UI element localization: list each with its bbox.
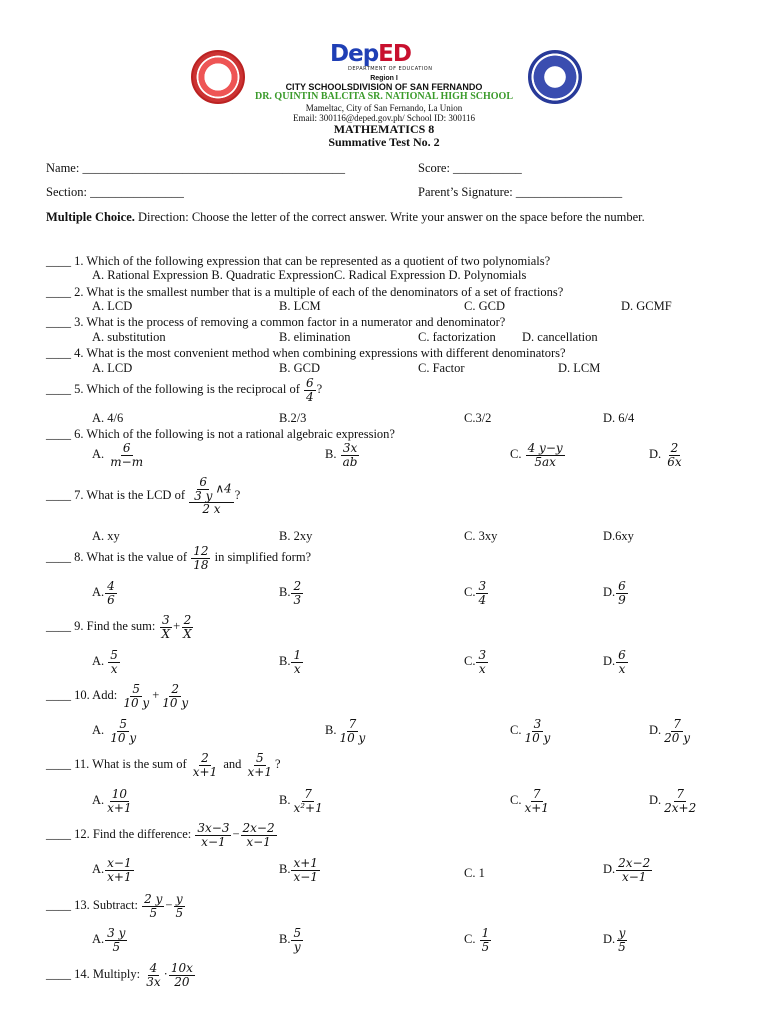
option-d: D. $\frac{6}{9}$ bbox=[603, 579, 626, 607]
option-d: D. LCM bbox=[558, 361, 601, 375]
option-d: D. GCMF bbox=[621, 299, 672, 313]
option-d: D. $\frac{7}{2x+2}$ bbox=[649, 787, 697, 815]
directions-text: Direction: Choose the letter of the correct answer. Write your answer on the space before the number. bbox=[134, 210, 645, 224]
option-d: D. cancellation bbox=[522, 330, 598, 344]
option-d: D. $\frac{y}{5}$ bbox=[603, 926, 626, 954]
option-a: A. LCD bbox=[92, 299, 133, 313]
answer-blank[interactable]: ____ bbox=[46, 487, 71, 502]
option-a: A. 4/6 bbox=[92, 411, 124, 425]
question-text: 7. What is the LCD of bbox=[74, 487, 185, 502]
question-8: ____ 8. What is the value of $\frac{12}{18}$ in simplified form? bbox=[46, 544, 312, 572]
option-a: A. substitution bbox=[92, 330, 166, 344]
option-c: C. $\frac{3}{x}$ bbox=[464, 648, 487, 676]
answer-blank[interactable]: ____ bbox=[46, 687, 71, 702]
option-c: C. $\frac{1}{5}$ bbox=[464, 926, 490, 954]
option-b: B. $\frac{5}{y}$ bbox=[279, 926, 302, 954]
answer-blank[interactable]: ____ bbox=[46, 618, 71, 633]
answer-blank[interactable]: ____ bbox=[46, 315, 71, 329]
score-field[interactable]: Score: ___________ bbox=[418, 161, 522, 175]
question-5: ____ 5. Which of the following is the reciprocal of $\frac{6}{4}$ ? bbox=[46, 376, 323, 404]
option-a: A. xy bbox=[92, 529, 120, 543]
answer-blank[interactable]: ____ bbox=[46, 756, 71, 771]
region-label: Region I bbox=[370, 75, 398, 82]
option-a: A. $\frac{10}{x+1}$ bbox=[92, 787, 132, 815]
option-b: B. $\frac{2}{3}$ bbox=[279, 579, 302, 607]
parent-signature-field[interactable]: Parent’s Signature: _________________ bbox=[418, 185, 623, 199]
subject-title: MATHEMATICS 8 bbox=[333, 122, 435, 136]
option-a: A. $\frac{6}{m-m}$ bbox=[92, 441, 144, 469]
option-c: C. factorization bbox=[418, 330, 496, 344]
directions-heading: Multiple Choice. bbox=[46, 210, 135, 224]
question-text: 9. Find the sum: bbox=[74, 618, 156, 633]
question-text: 14. Multiply: bbox=[74, 966, 141, 981]
question-3 bbox=[46, 315, 505, 330]
question-text: 13. Subtract: bbox=[74, 897, 139, 912]
division-label: CITY SCHOOLSDIVISION OF SAN FERNANDO bbox=[285, 82, 483, 92]
question-7: ____ 7. What is the LCD of $\frac{6}{3 y}$ ∧4 2 x ? bbox=[46, 475, 241, 517]
option-d: D. $\frac{6}{x}$ bbox=[603, 648, 626, 676]
question-4 bbox=[46, 346, 566, 361]
option-c: C. 1 bbox=[464, 866, 485, 880]
section-field[interactable]: Section: _______________ bbox=[46, 185, 184, 199]
name-field[interactable]: Name: __________________________________________ bbox=[46, 161, 345, 175]
option-b: B. $\frac{7}{10 y}$ bbox=[325, 717, 366, 745]
test-title: Summative Test No. 2 bbox=[328, 135, 440, 149]
option-c: C. $\frac{3}{10 y}$ bbox=[510, 717, 551, 745]
question-text: 8. What is the value of bbox=[74, 549, 188, 564]
option-d: D. $\frac{2}{6x}$ bbox=[649, 441, 682, 469]
option-c: C. Factor bbox=[418, 361, 465, 375]
answer-blank[interactable]: ____ bbox=[46, 254, 71, 268]
option-d: D. $\frac{7}{20 y}$ bbox=[649, 717, 691, 745]
option-b: B. $\frac{7}{\text{x²+1}}$ bbox=[279, 787, 323, 815]
option-a: A. LCD bbox=[92, 361, 133, 375]
question-text: 1. Which of the following expression that can be represented as a quotient of two polynomials? bbox=[74, 254, 551, 268]
option-a: A. $\frac{5}{10 y}$ bbox=[92, 717, 137, 745]
answer-blank[interactable]: ____ bbox=[46, 966, 71, 981]
option-c: C. 3xy bbox=[464, 529, 498, 543]
school-name: DR. QUINTIN BALCITA SR. NATIONAL HIGH SCHOOL bbox=[254, 91, 513, 102]
question-6 bbox=[46, 427, 395, 442]
option-c: C.3/2 bbox=[464, 411, 492, 425]
option-d: D. 6/4 bbox=[603, 411, 635, 425]
option-b: B.2/3 bbox=[279, 411, 307, 425]
option-c: C. $\frac{7}{x+1}$ bbox=[510, 787, 549, 815]
question-13: ____ 13. Subtract: $\frac{2 y}{5}$ − $\frac{y}{5}$ bbox=[46, 892, 184, 920]
fraction: $\frac{6}{4}$ bbox=[306, 376, 314, 404]
school-address: Mameltac, City of San Fernando, La Union bbox=[305, 103, 463, 113]
option-b: B. GCD bbox=[279, 361, 320, 375]
question-9: ____ 9. Find the sum: $\frac{3}{X}$ + $\frac{2}{X}$ bbox=[46, 613, 192, 641]
option-c: C. $\frac{4 y-y}{5ax}$ bbox=[510, 441, 563, 469]
deped-logo: DepED bbox=[330, 41, 411, 67]
answer-blank[interactable]: ____ bbox=[46, 549, 71, 564]
directions bbox=[46, 210, 720, 225]
question-text: 5. Which of the following is the reciprocal of bbox=[74, 381, 300, 396]
option-d: D.6xy bbox=[603, 529, 634, 543]
question-1-options: A. Rational Expression B. Quadratic ExpressionC. Radical Expression D. Polynomials bbox=[92, 268, 527, 282]
question-text: 4. What is the most convenient method when combining expressions with different denominators? bbox=[74, 346, 566, 360]
fraction: $\frac{6}{3 y}$ ∧4 2 x bbox=[189, 476, 234, 516]
option-b: B. $\frac{3x}{ab}$ bbox=[325, 441, 358, 469]
deped-logo-subtitle: DEPARTMENT OF EDUCATION bbox=[348, 66, 433, 72]
school-email: Email: 300116@deped.gov.ph/ School ID: 300116 bbox=[292, 113, 476, 123]
option-b: B. $\frac{1}{x}$ bbox=[279, 648, 302, 676]
option-d: D. $\frac{2x-2}{x-1}$ bbox=[603, 856, 651, 884]
question-10: ____ 10. Add: $\frac{5}{10 y}$ + $\frac{2}{10 y}$ bbox=[46, 682, 189, 710]
question-11: ____ 11. What is the sum of $\frac{2}{x+1}$ and $\frac{5}{x+1}$ ? bbox=[46, 751, 281, 779]
option-b: B. $\frac{x+1}{x-1}$ bbox=[279, 856, 318, 884]
option-b: B. LCM bbox=[279, 299, 321, 313]
question-text: 3. What is the process of removing a common factor in a numerator and denominator? bbox=[74, 315, 506, 329]
question-text: 10. Add: bbox=[74, 687, 118, 702]
option-a: A. $\frac{3 y}{5}$ bbox=[92, 926, 126, 954]
option-c: C. $\frac{3}{4}$ bbox=[464, 579, 487, 607]
option-c: C. GCD bbox=[464, 299, 505, 313]
question-14: ____ 14. Multiply: $\frac{4}{3x}$ · $\frac{10x}{20}$ bbox=[46, 961, 193, 989]
option-a: A. $\frac{x-1}{x+1}$ bbox=[92, 856, 132, 884]
option-a: A. $\frac{4}{6}$ bbox=[92, 579, 115, 607]
answer-blank[interactable]: ____ bbox=[46, 826, 71, 841]
answer-blank[interactable]: ____ bbox=[46, 346, 71, 360]
question-2 bbox=[46, 285, 563, 300]
answer-blank[interactable]: ____ bbox=[46, 381, 71, 396]
option-b: B. 2xy bbox=[279, 529, 313, 543]
question-1 bbox=[46, 254, 550, 269]
option-b: B. elimination bbox=[279, 330, 351, 344]
question-12: ____ 12. Find the difference: $\frac{3x-3}{x-1}$ − $\frac{2x-2}{x-1}$ bbox=[46, 821, 275, 849]
answer-blank[interactable]: ____ bbox=[46, 897, 71, 912]
question-text: 2. What is the smallest number that is a multiple of each of the denominators of a set of fractions? bbox=[74, 285, 564, 299]
answer-blank[interactable]: ____ bbox=[46, 285, 71, 299]
option-a: A. $\frac{5}{x}$ bbox=[92, 648, 118, 676]
answer-blank[interactable]: ____ bbox=[46, 427, 71, 441]
question-text: 6. Which of the following is not a rational algebraic expression? bbox=[74, 427, 395, 441]
question-text: 11. What is the sum of bbox=[74, 756, 187, 771]
question-text: 12. Find the difference: bbox=[74, 826, 192, 841]
